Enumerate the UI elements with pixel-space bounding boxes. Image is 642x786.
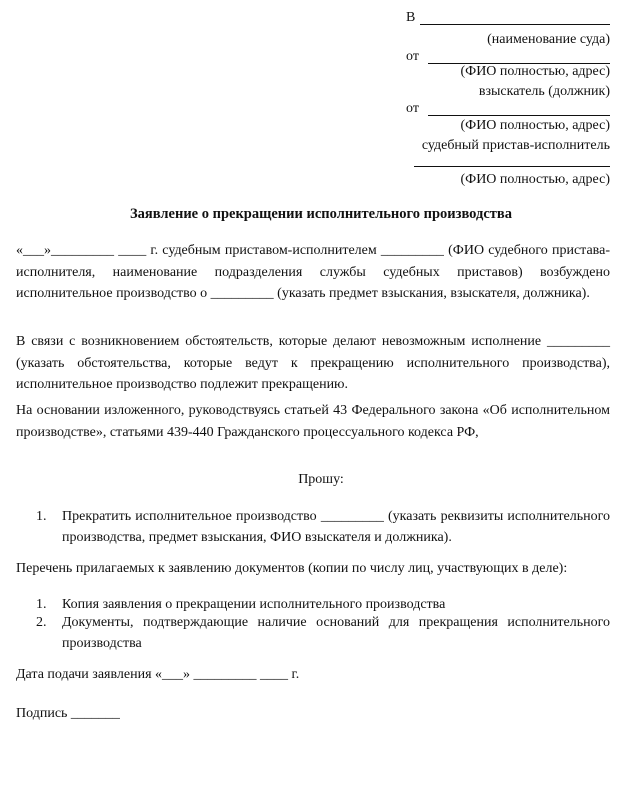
attachment-item-text: Копия заявления о прекращении исполнительного производства xyxy=(62,597,446,612)
to-prefix: В xyxy=(406,10,416,25)
signature-line xyxy=(16,703,610,725)
from1-prefix: от xyxy=(406,49,419,64)
attachment-item-number: 2. xyxy=(36,615,47,630)
attachments-heading: Перечень прилагаемых к заявлению документов (копии по числу лиц, участвующих в деле): xyxy=(16,561,568,576)
fio1-caption: (ФИО полностью, адрес) xyxy=(460,64,610,79)
signature-blank: _______ xyxy=(70,706,120,721)
court-name-line xyxy=(420,24,610,25)
attachment-item xyxy=(36,612,610,656)
document-title: Заявление о прекращении исполнительного производства xyxy=(130,206,512,222)
bailiff-name-line xyxy=(414,166,610,167)
attachment-item-text: Документы, подтверждающие наличие оснований для прекращения исполнительного производства xyxy=(62,615,610,651)
bailiff-role: судебный пристав-исполнитель xyxy=(421,138,610,153)
paragraph-initiation: «___»_________ ____ г. судебным приставом-исполнителем _________ (ФИО судебного пристава-исполнителя, наименование подразделения службы судебных приставов) возбуждено исполнительное производство о _________ (указать предмет взыскания, взыскателя, должника). xyxy=(16,243,610,301)
court-caption: (наименование суда) xyxy=(487,32,610,47)
request-heading: Прошу: xyxy=(298,472,344,487)
signature-label: Подпись xyxy=(16,706,68,721)
submission-date-line: Дата подачи заявления «___» _________ ____ г. xyxy=(16,667,300,682)
paragraph-legal-basis: На основании изложенного, руководствуясь статьей 43 Федерального закона «Об исполнительном производстве», статьями 439-440 Гражданского процессуального кодекса РФ, xyxy=(16,403,610,440)
request-item-text: Прекратить исполнительное производство _________ (указать реквизиты исполнительного производства, предмет взыскания, ФИО взыскателя и должника). xyxy=(62,509,610,545)
fio3-caption: (ФИО полностью, адрес) xyxy=(460,172,610,187)
fio2-caption: (ФИО полностью, адрес) xyxy=(460,118,610,133)
applicant-role: взыскатель (должник) xyxy=(478,84,610,99)
attachment-item-number: 1. xyxy=(36,597,47,612)
from2-prefix: от xyxy=(406,101,419,116)
paragraph-circumstances: В связи с возникновением обстоятельств, которые делают невозможным исполнение _________ (указать обстоятельства, которые ведут к прекращению исполнительного производства), исполнительное производство подлежит прекращению. xyxy=(16,334,610,392)
request-item-number: 1. xyxy=(36,509,47,524)
request-item xyxy=(36,506,610,550)
applicant2-name-line xyxy=(428,115,610,116)
